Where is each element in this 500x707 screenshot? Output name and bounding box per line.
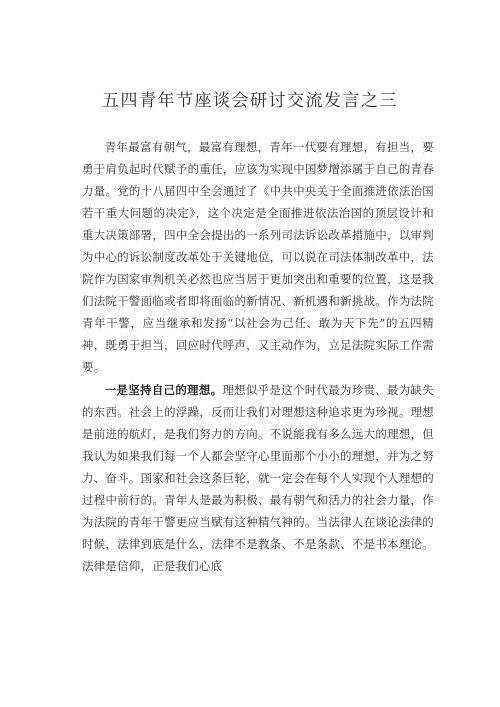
paragraph-intro: 青年最富有朝气，最富有理想，青年一代要有理想，有担当，要勇于肩负起时代赋予的重任，应该为实现中国梦增添属于自己的青春力量。党的十八届四中全会通过了《中共中央关于全面推进依法治国若干重大问题的决定》，这个决定是全面推进依法治国的顶层设计和重大决策部署，四中全会提出的一系列司法诉讼改革措施中，以审判为中心的诉讼制度改革处于关键地位，可以说在司法体制改革中，法院作为国家审判机关必然也应当居于更加突出和重要的位置，这是我们法院干警面临或者即将面临的新情况、新机遇和新挑战。作为法院青年干警，应当继承和发扬“以社会为己任、敢为天下先”的五四精神，既勇于担当，回应时代呼声，又主动作为，立足法院实际工作需要。 — [82, 140, 434, 375]
document-title: 五四青年节座谈会研讨交流发言之三 — [102, 91, 398, 111]
paragraph-ideal — [82, 379, 434, 577]
paragraph-heading: 一是坚持自己的理想。 — [104, 382, 223, 397]
document-body — [82, 136, 434, 577]
paragraph-ideal-body: 理想似乎是这个时代最为珍贵、最为缺失的东西。社会上的浮躁，反而让我们对理想这种追求更为珍视。理想是前进的航灯，是我们努力的方向。不说能我有多么远大的理想，但我认为如果我们每一个人都会坚守心里面那个小小的理想，并为之努力、奋斗。国家和社会这条巨轮，就一定会在每个人实现个人理想的过程中前行的。青年人是最为积极、最有朝气和活力的社会力量，作为法院的青年干警更应当赋有这种精气神的。当法律人在谈论法律的时候，法律到底是什么，法律不是教条、不是条款、不是书本理论。法律是信仰，正是我们心底 — [82, 382, 434, 573]
